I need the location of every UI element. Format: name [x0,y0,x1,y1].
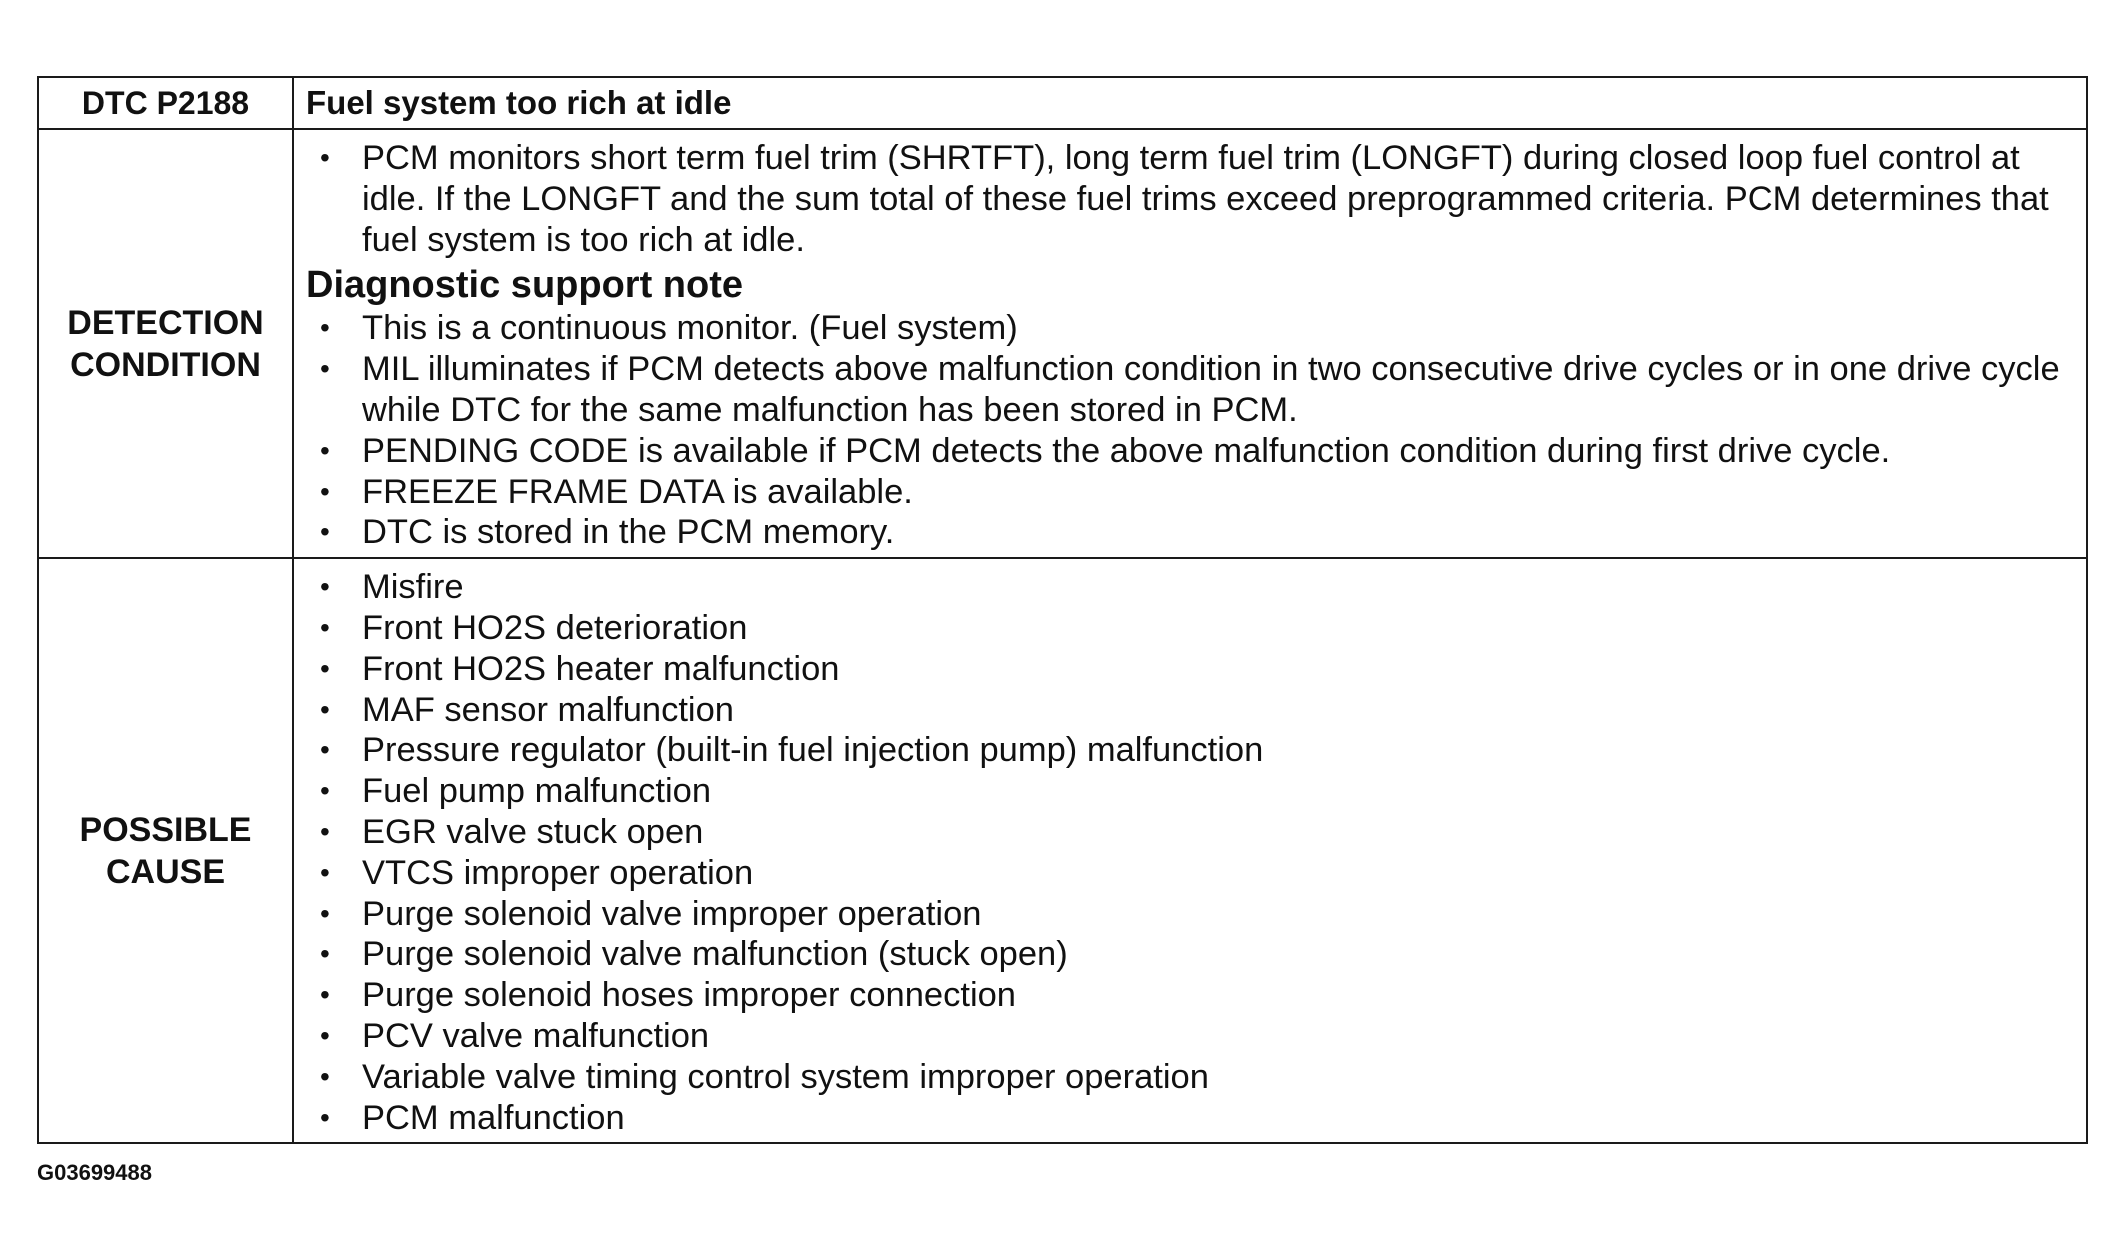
list-item [306,567,2076,608]
bullet-icon: • [320,734,330,766]
list-item [306,138,2076,260]
bullet-icon: • [320,938,330,970]
list-item-text: Front HO2S deterioration [362,608,748,647]
bullet-icon: • [320,353,330,385]
list-item-text: MIL illuminates if PCM detects above malfunction condition in two consecutive drive cycles or in one drive cycle while DTC for the same malfunction has been stored in PCM. [362,350,2060,429]
bullet-icon: • [320,611,330,643]
possible-cause-list [306,567,2076,1138]
list-item [306,512,2076,553]
list-item-text: Fuel pump malfunction [362,772,712,811]
dtc-title: Fuel system too rich at idle [293,77,2087,129]
list-item-text: Purge solenoid valve improper operation [362,894,982,933]
bullet-icon: • [320,815,330,847]
list-item-text: PCM malfunction [362,1098,625,1137]
bullet-icon: • [320,652,330,684]
list-item [306,894,2076,935]
bullet-icon: • [320,1019,330,1051]
list-item-text: Pressure regulator (built-in fuel injection pump) malfunction [362,731,1264,770]
support-note-list [306,308,2076,553]
bullet-icon: • [320,516,330,548]
possible-cause-content [293,558,2087,1143]
possible-cause-label [38,558,293,1143]
possible-cause-label-line2: CAUSE [105,852,226,891]
list-item [306,975,2076,1016]
list-item [306,853,2076,894]
list-item-text: PCV valve malfunction [362,1016,710,1055]
list-item [306,608,2076,649]
detection-condition-row [38,129,2087,558]
bullet-icon: • [320,571,330,603]
detection-condition-content [293,129,2087,558]
possible-cause-row [38,558,2087,1143]
list-item [306,934,2076,975]
list-item [306,730,2076,771]
bullet-icon: • [320,1060,330,1092]
bullet-icon: • [320,856,330,888]
bullet-icon: • [320,1101,330,1133]
list-item-text: Front HO2S heater malfunction [362,649,840,688]
detection-condition-label [38,129,293,558]
detection-intro-list [306,138,2076,260]
list-item [306,1016,2076,1057]
header-row [38,77,2087,129]
list-item-text: Variable valve timing control system improper operation [362,1057,1209,1096]
detection-label-line1: DETECTION [67,303,264,342]
list-item [306,349,2076,431]
list-item [306,771,2076,812]
support-note-heading: Diagnostic support note [306,264,743,307]
bullet-icon: • [320,312,330,344]
list-item-text: Purge solenoid valve malfunction (stuck open) [362,935,1068,974]
list-item-text: EGR valve stuck open [362,812,704,851]
list-item [306,649,2076,690]
list-item [306,812,2076,853]
bullet-icon: • [320,142,330,173]
list-item [306,472,2076,513]
bullet-icon: • [320,693,330,725]
list-item-text: VTCS improper operation [362,853,754,892]
list-item-text: MAF sensor malfunction [362,690,734,729]
bullet-icon: • [320,475,330,507]
list-item [306,690,2076,731]
list-item-text: Misfire [362,568,464,607]
bullet-icon: • [320,434,330,466]
bullet-icon: • [320,775,330,807]
list-item-text: Purge solenoid hoses improper connection [362,976,1016,1015]
dtc-table [37,76,2088,1144]
list-item [306,1098,2076,1139]
list-item [306,308,2076,349]
list-item-text: This is a continuous monitor. (Fuel system) [362,309,1018,348]
list-item-text: PCM monitors short term fuel trim (SHRTFT), long term fuel trim (LONGFT) during closed loop fuel control at idle. If the LONGFT and the sum total of these fuel trims exceed preprogrammed criteria. PCM determines that fuel system is too rich at idle. [362,139,2049,259]
detection-label-line2: CONDITION [70,345,261,384]
list-item [306,1057,2076,1098]
dtc-code: DTC P2188 [38,77,293,129]
list-item-text: PENDING CODE is available if PCM detects the above malfunction condition during first drive cycle. [362,431,1891,470]
list-item-text: DTC is stored in the PCM memory. [362,513,895,552]
bullet-icon: • [320,979,330,1011]
list-item [306,431,2076,472]
figure-id: G03699488 [37,1160,152,1185]
possible-cause-label-line1: POSSIBLE [79,810,252,849]
bullet-icon: • [320,897,330,929]
list-item-text: FREEZE FRAME DATA is available. [362,472,913,511]
